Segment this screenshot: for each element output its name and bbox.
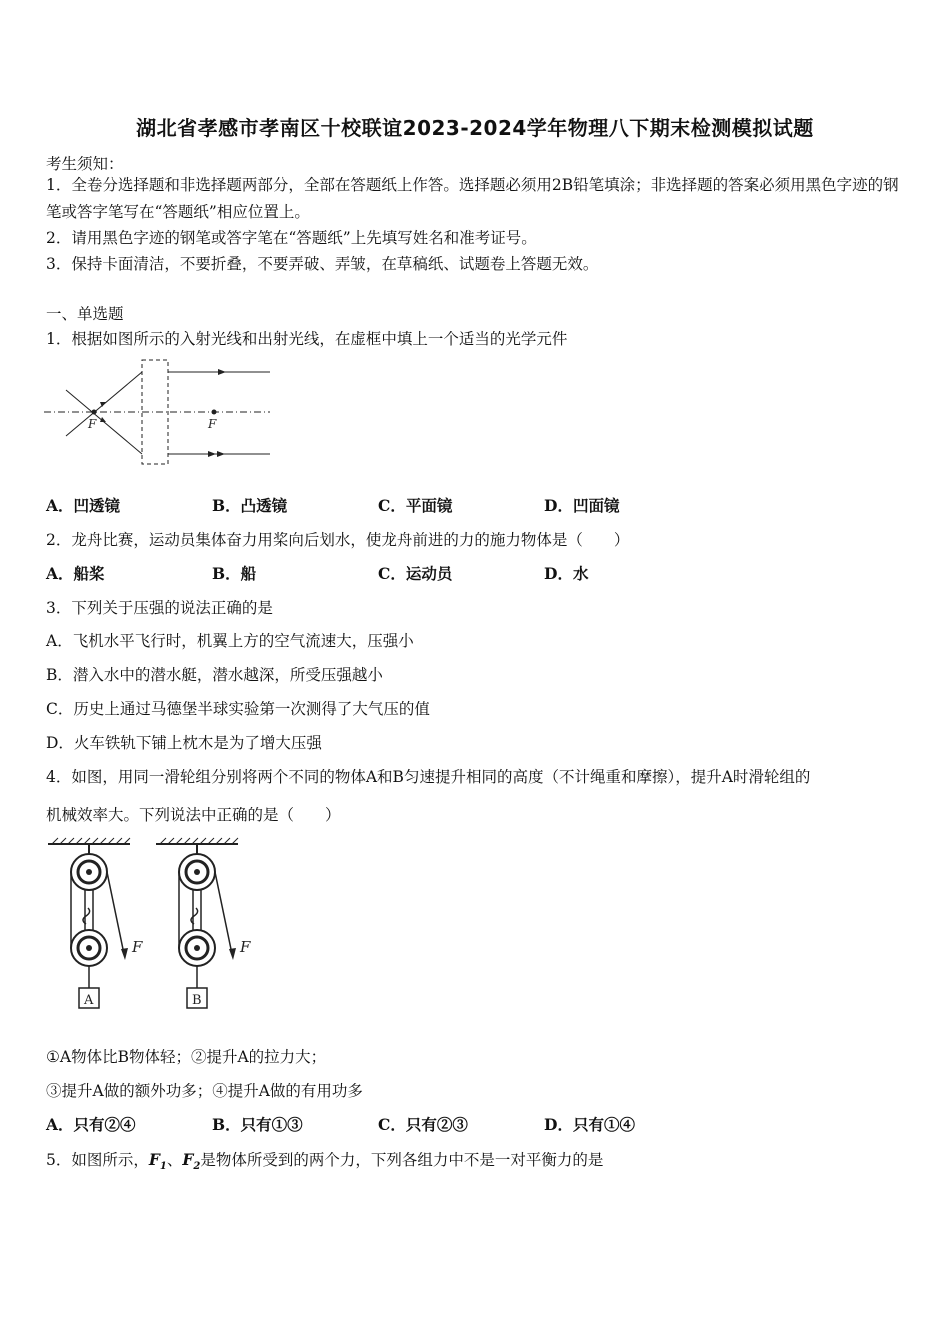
pulley-system-a: [48, 838, 143, 1008]
arrow-lower-right-1: [208, 451, 216, 457]
right-focus-label: F: [208, 417, 217, 431]
q5-stem-suffix: 是物体所受到的两个力，下列各组力中不是一对平衡力的是: [200, 1151, 604, 1169]
arrow-lower-right-2: [217, 451, 225, 457]
q1-option-a: A．凹透镜: [46, 496, 121, 515]
section-heading: 一、单选题: [46, 305, 124, 323]
q3-option-c: C．历史上通过马德堡半球实验第一次测得了大气压的值: [46, 700, 430, 718]
q5-separator: 、: [166, 1151, 183, 1169]
arrow-upper-right: [218, 369, 226, 375]
q3-option-a: A．飞机水平飞行时，机翼上方的空气流速大，压强小: [46, 632, 414, 650]
q4-option-a: A．只有②④: [46, 1115, 136, 1134]
force-label-a: F: [132, 938, 143, 956]
q2-option-d: D．水: [544, 564, 589, 583]
force-arrow-b: [229, 948, 236, 960]
q2-stem: 2．龙舟比赛，运动员集体奋力用桨向后划水，使龙舟前进的力的施力物体是（ ）: [46, 531, 630, 549]
q4-pulley-figure: [44, 836, 264, 1014]
q5-stem-prefix: 5．如图所示，: [46, 1151, 149, 1169]
q4-stem-line-1: 4．如图，用同一滑轮组分别将两个不同的物体A和B匀速提升相同的高度（不计绳重和摩擦），提升A时滑轮组的: [46, 768, 811, 786]
q5-force-f2: $F_2$: [182, 1150, 201, 1173]
pull-rope-b: [215, 872, 232, 954]
pull-rope-a: [107, 872, 124, 954]
q1-option-b: B．凸透镜: [212, 496, 288, 515]
force-arrow-a: [121, 948, 128, 960]
left-focus-dot: [92, 410, 97, 415]
q4-stem-line-2: 机械效率大。下列说法中正确的是（ ）: [46, 806, 341, 824]
left-focus-label: F: [88, 417, 97, 431]
block-a-label: A: [84, 993, 94, 1008]
q2-option-c: C．运动员: [378, 564, 453, 583]
page-title: 湖北省孝感市孝南区十校联谊2023-2024学年物理八下期末检测模拟试题: [136, 116, 814, 140]
q1-option-d: D．凹面镜: [544, 496, 620, 515]
q4-option-c: C．只有②③: [378, 1115, 468, 1134]
q3-stem: 3．下列关于压强的说法正确的是: [46, 599, 273, 617]
q3-option-b: B．潜入水中的潜水艇，潜水越深，所受压强越小: [46, 666, 383, 684]
q4-option-b: B．只有①③: [212, 1115, 303, 1134]
notice-item-1: 1．全卷分选择题和非选择题两部分，全部在答题纸上作答。选择题必须用2B铅笔填涂；非选择题的答案必须用黑色字迹的钢笔或答字笔写在“答题纸”相应位置上。: [46, 176, 899, 221]
q5-stem: [46, 1148, 603, 1172]
pulley-system-b: [156, 838, 251, 1008]
q4-statement-1: ①A物体比B物体轻；②提升A的拉力大；: [46, 1048, 327, 1066]
q1-optics-figure: [44, 358, 274, 470]
q2-option-b: B．船: [212, 564, 257, 583]
q2-option-a: A．船桨: [46, 564, 105, 583]
notice-heading: 考生须知：: [46, 155, 124, 173]
q4-statement-2: ③提升A做的额外功多；④提升A做的有用功多: [46, 1082, 363, 1100]
force-label-b: F: [240, 938, 251, 956]
notice-item-3: 3．保持卡面清洁，不要折叠，不要弄破、弄皱，在草稿纸、试题卷上答题无效。: [46, 255, 599, 273]
q4-option-d: D．只有①④: [544, 1115, 635, 1134]
q3-option-d: D．火车铁轨下铺上枕木是为了增大压强: [46, 734, 322, 752]
notice-item-2: 2．请用黑色字迹的钢笔或答字笔在“答题纸”上先填写姓名和准考证号。: [46, 229, 537, 247]
q1-stem: 1．根据如图所示的入射光线和出射光线，在虚框中填上一个适当的光学元件: [46, 330, 568, 348]
block-b-label: B: [192, 993, 202, 1008]
q1-option-c: C．平面镜: [378, 496, 453, 515]
q5-force-f1: $F_1$: [148, 1150, 167, 1173]
right-focus-dot: [212, 410, 217, 415]
